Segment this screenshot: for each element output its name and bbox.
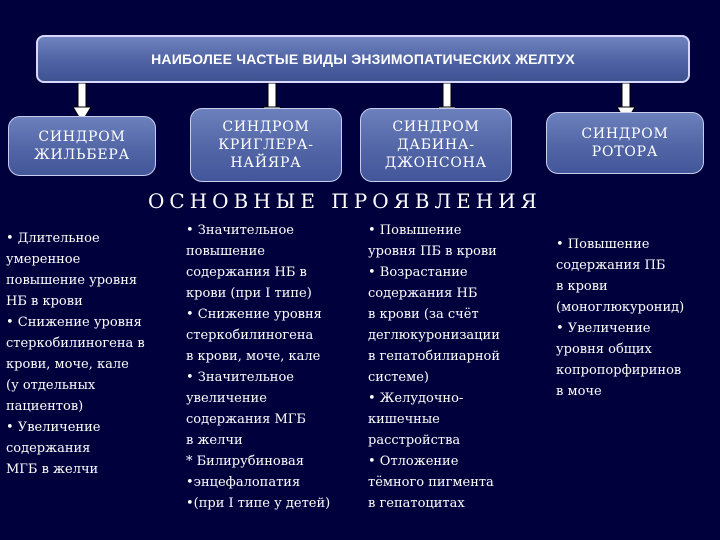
manifestation-line: (моноглюкуронид) <box>556 300 685 315</box>
syndrome-label: СИНДРОМ КРИГЛЕРА- НАЙЯРА <box>218 119 314 171</box>
main-title: НАИБОЛЕЕ ЧАСТЫЕ ВИДЫ ЭНЗИМОПАТИЧЕСКИХ ЖЕЛТУХ <box>151 51 575 67</box>
manifestation-line: в крови <box>556 279 608 294</box>
manifestation-line: • Повышение <box>368 223 462 238</box>
manifestations-crigler-najjar <box>186 220 364 514</box>
manifestation-line: пациентов) <box>6 399 84 414</box>
manifestation-line: •(при I типе у детей) <box>186 496 331 511</box>
manifestation-line: тёмного пигмента <box>368 475 494 490</box>
manifestation-line: деглюкуронизации <box>368 328 500 343</box>
manifestation-line: содержания НБ <box>368 286 478 301</box>
manifestation-line: уровня ПБ в крови <box>368 244 497 259</box>
main-title-box <box>36 35 690 83</box>
manifestations-rotor <box>556 234 718 402</box>
manifestation-line: увеличение <box>186 391 267 406</box>
manifestation-line: кишечные <box>368 412 440 427</box>
syndrome-box-crigler-najjar <box>190 108 342 182</box>
manifestation-line: •энцефалопатия <box>186 475 301 490</box>
manifestation-line: крови, моче, кале <box>6 357 129 372</box>
syndrome-box-rotor <box>546 112 704 174</box>
syndrome-label: СИНДРОМ ДАБИНА- ДЖОНСОНА <box>384 119 488 171</box>
manifestation-line: умеренное <box>6 252 81 267</box>
manifestation-line: • Снижение уровня <box>186 307 322 322</box>
manifestation-line: НБ в крови <box>6 294 83 309</box>
manifestation-line: МГБ в желчи <box>6 462 99 477</box>
section-title: ОСНОВНЫЕ ПРОЯВЛЕНИЯ <box>148 189 542 213</box>
manifestation-line: расстройства <box>368 433 461 448</box>
manifestation-line: в крови (за счёт <box>368 307 479 322</box>
manifestation-line: стеркобилиногена в <box>6 336 145 351</box>
manifestation-line: в крови, моче, кале <box>186 349 321 364</box>
syndrome-box-gilbert <box>8 116 156 176</box>
manifestations-gilbert <box>6 228 178 480</box>
manifestation-line: повышение <box>186 244 265 259</box>
syndrome-box-dubin-johnson <box>360 108 512 182</box>
manifestation-line: • Возрастание <box>368 265 468 280</box>
manifestation-line: в гепатоцитах <box>368 496 465 511</box>
syndrome-label: СИНДРОМ РОТОРА <box>581 126 669 160</box>
manifestation-line: • Длительное <box>6 231 100 246</box>
manifestation-line: в моче <box>556 384 602 399</box>
manifestation-line: в желчи <box>186 433 243 448</box>
manifestation-line: стеркобилиногена <box>186 328 314 343</box>
manifestations-dubin-johnson <box>368 220 540 514</box>
syndrome-label: СИНДРОМ ЖИЛЬБЕРА <box>34 129 130 163</box>
manifestation-line: содержания <box>6 441 91 456</box>
manifestation-line: • Значительное <box>186 370 294 385</box>
manifestation-line: в гепатобилиарной <box>368 349 501 364</box>
manifestation-line: * Билирубиновая <box>186 454 304 469</box>
manifestation-line: содержания НБ в <box>186 265 307 280</box>
manifestation-line: повышение уровня <box>6 273 138 288</box>
manifestation-line: • Повышение <box>556 237 650 252</box>
manifestation-line: содержания ПБ <box>556 258 666 273</box>
manifestation-line: уровня общих <box>556 342 652 357</box>
manifestation-line: • Увеличение <box>6 420 101 435</box>
manifestation-line: системе) <box>368 370 429 385</box>
manifestation-line: • Отложение <box>368 454 459 469</box>
manifestation-line: копропорфиринов <box>556 363 682 378</box>
manifestation-line: • Снижение уровня <box>6 315 142 330</box>
manifestation-line: • Желудочно- <box>368 391 464 406</box>
manifestation-line: (у отдельных <box>6 378 96 393</box>
manifestation-line: • Увеличение <box>556 321 651 336</box>
manifestation-line: крови (при I типе) <box>186 286 312 301</box>
manifestation-line: содержания МГБ <box>186 412 306 427</box>
manifestation-line: • Значительное <box>186 223 294 238</box>
